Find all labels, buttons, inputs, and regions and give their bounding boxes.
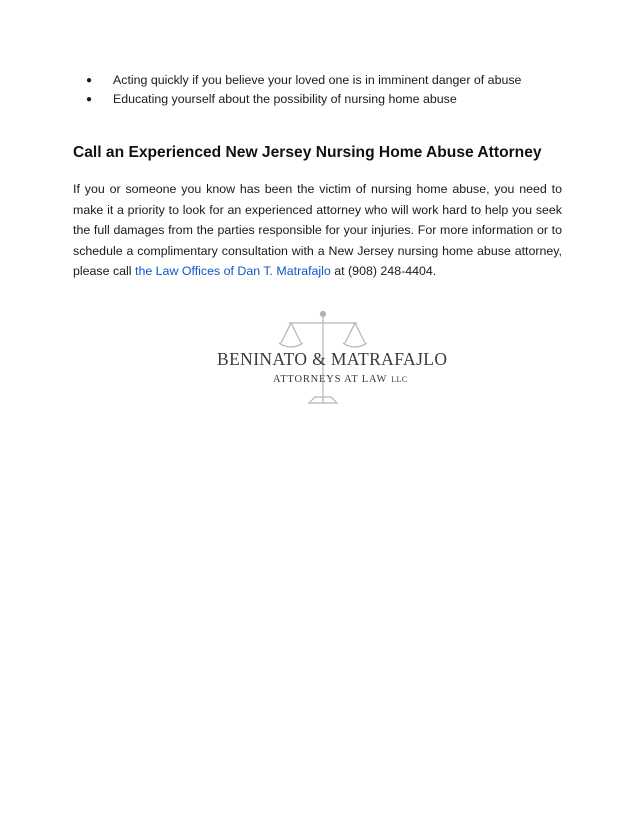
bullet-list (86, 71, 521, 109)
bullet-item: ● Acting quickly if you believe your loved one is in imminent danger of abuse (86, 71, 521, 90)
body-paragraph (73, 179, 562, 282)
bullet-item: ● Educating yourself about the possibility of nursing home abuse (86, 90, 521, 109)
firm-logo (213, 309, 451, 409)
logo-firm-name: BENINATO & MATRAFAJLO (217, 349, 448, 369)
paragraph-text: If you or someone you know has been the victim of nursing home abuse, you need to make it a priority to look for an experienced attorney who will work hard to help you seek the full damages from the parties responsible for your injuries. For more information or to schedule a complimentary consultation with a New Jersey nursing home abuse attorney, please call (73, 182, 562, 278)
section-heading: Call an Experienced New Jersey Nursing Home Abuse Attorney (73, 144, 542, 161)
logo-subtitle (273, 374, 408, 385)
paragraph-text-end: at (908) 248-4404. (330, 264, 437, 278)
logo-suffix: LLC (391, 375, 408, 384)
law-offices-link[interactable]: the Law Offices of Dan T. Matrafajlo (135, 264, 331, 278)
logo-subtitle-text: ATTORNEYS AT LAW (273, 374, 388, 385)
